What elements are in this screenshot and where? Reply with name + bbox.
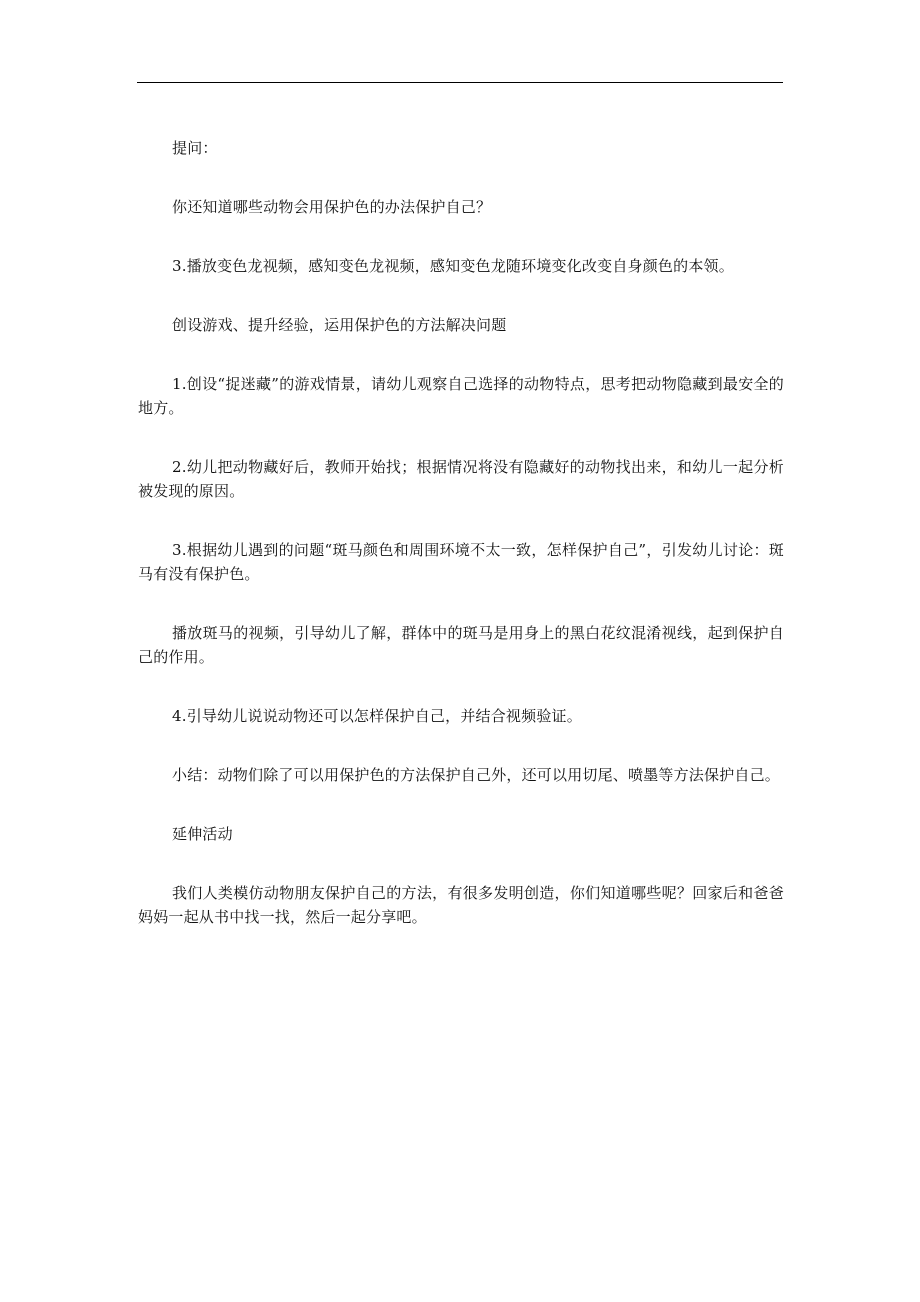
paragraph-step-3-zebra: 3.根据幼儿遇到的问题“斑马颜色和周围环境不太一致，怎样保护自己”，引发幼儿讨论：斑马有没有保护色。 [138,541,784,583]
paragraph-step-4: 4.引导幼儿说说动物还可以怎样保护自己，并结合视频验证。 [172,707,582,725]
header-rule [137,82,783,83]
paragraph-step-3-chameleon: 3.播放变色龙视频，感知变色龙视频，感知变色龙随环境变化改变自身颜色的本领。 [172,257,734,275]
paragraph-extension-heading: 延伸活动 [172,825,233,843]
paragraph-step-2-find: 2.幼儿把动物藏好后，教师开始找；根据情况将没有隐藏好的动物找出来，和幼儿一起分析被发现的原因。 [138,458,784,500]
document-body [138,136,784,964]
paragraph-question-label: 提问： [172,139,218,157]
paragraph-extension-text: 我们人类模仿动物朋友保护自己的方法，有很多发明创造，你们知道哪些呢？回家后和爸爸妈妈一起从书中找一找，然后一起分享吧。 [138,884,784,926]
paragraph-question: 你还知道哪些动物会用保护色的办法保护自己？ [172,198,492,216]
paragraph-zebra-video: 播放斑马的视频，引导幼儿了解，群体中的斑马是用身上的黑白花纹混淆视线，起到保护自己的作用。 [138,624,784,666]
paragraph-summary: 小结：动物们除了可以用保护色的方法保护自己外，还可以用切尾、喷墨等方法保护自己。 [172,766,781,784]
paragraph-section-game: 创设游戏、提升经验，运用保护色的方法解决问题 [172,316,507,334]
paragraph-step-1-hide-seek: 1.创设“捉迷藏”的游戏情景，请幼儿观察自己选择的动物特点，思考把动物隐藏到最安全的地方。 [138,375,784,417]
